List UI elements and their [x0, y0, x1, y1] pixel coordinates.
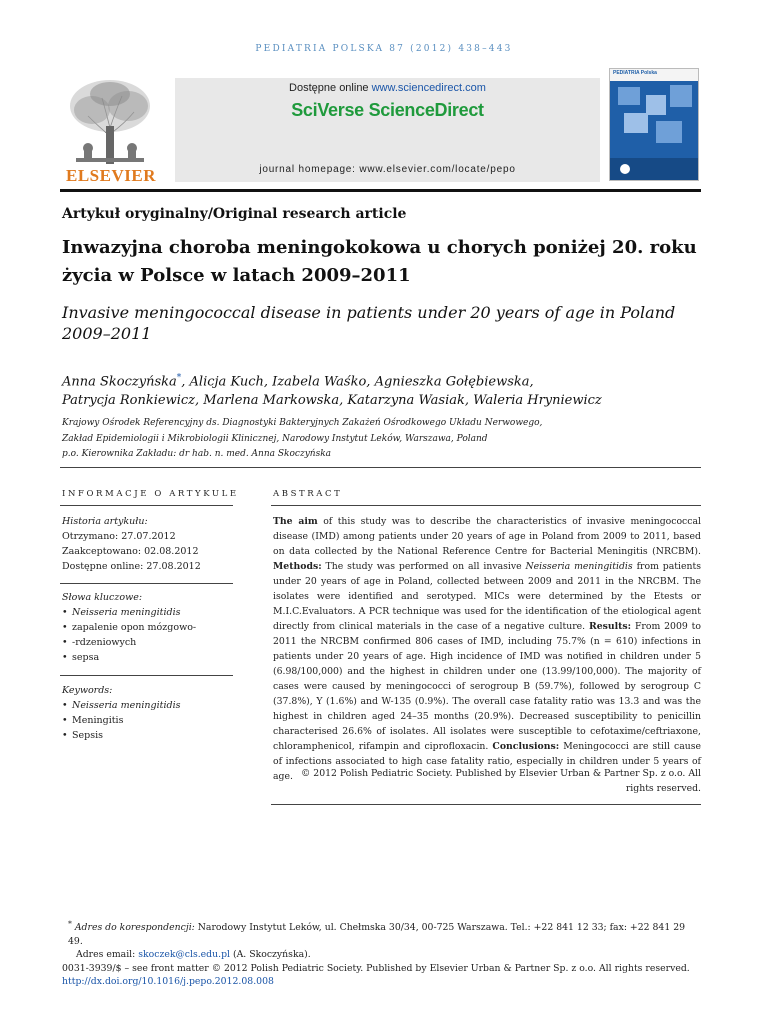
- author-list: [62, 369, 702, 410]
- keyword-item: • Meningitis: [62, 713, 252, 728]
- keyword-item: • Neisseria meningitidis: [62, 605, 252, 620]
- first-author: Anna Skoczyńska: [62, 374, 177, 390]
- journal-cover-image: [609, 68, 699, 181]
- affiliation: [62, 416, 702, 463]
- affiliation-line: p.o. Kierownika Zakładu: dr hab. n. med. Anna Skoczyńska: [62, 449, 332, 459]
- divider: [60, 583, 233, 584]
- article-info-heading: INFORMACJE O ARTYKULE: [62, 489, 239, 499]
- keywords-polish: [62, 590, 252, 665]
- email-suffix: (A. Skoczyńska).: [230, 949, 311, 961]
- history-label: Historia artykułu:: [62, 516, 148, 527]
- running-head: PEDIATRIA POLSKA 87 (2012) 438–443: [255, 44, 513, 54]
- keywords-pl-label: Słowa kluczowe:: [62, 592, 143, 603]
- aim-label: The aim: [273, 516, 318, 527]
- corresponding-author-mark[interactable]: *: [176, 373, 182, 383]
- affiliation-line: Krajowy Ośrodek Referencyjny ds. Diagnostyki Bakteryjnych Zakażeń Ośrodkowego Układu Nerwowego,: [62, 418, 543, 428]
- online-date: Dostępne online: 27.08.2012: [62, 561, 201, 572]
- correspondence-text: Narodowy Instytut Leków, ul. Chełmska 30/34, 00-725 Warszawa. Tel.: +22 841 12 33; fax: +22 841 29 49.: [68, 922, 686, 947]
- keyword-item: • Sepsis: [62, 728, 252, 743]
- results-text: From 2009 to 2011 the NRCBM confirmed 806 cases of IMD, including 75.7% (n = 610) infections in patients under 20 years of age. High incidence of IMD was notified in children under 5 (6.98/100,000) and the highest in children under one (13.99/100,000). The majority of cases were caused by meningococci of serogroup B (59.7%), followed by serogroup C (37.8%), Y (1.6%) and W-135 (0.9%). The overall case fatality ratio was 13.3 and was the highest in children aged 24–35 months (20.9%). Decreased susceptibility to penicillin characterised 26.6% of isolates. All isolates were susceptible to cefotaxime/ceftriaxone, chloramphenicol, rifampin and ciprofloxacin.: [273, 621, 701, 752]
- keywords-en-label: Keywords:: [62, 685, 113, 696]
- received-date: Otrzymano: 27.07.2012: [62, 531, 176, 542]
- divider: [271, 505, 701, 506]
- methods-text: The study was performed on all invasive: [321, 561, 526, 572]
- doi-link[interactable]: http://dx.doi.org/10.1016/j.pepo.2012.08.008: [62, 976, 274, 988]
- keywords-english: [62, 683, 252, 743]
- email-label: Adres email:: [76, 949, 139, 961]
- footnote-mark: *: [68, 919, 72, 928]
- keyword-item: • zapalenie opon mózgowo-: [62, 620, 252, 635]
- divider: [60, 505, 233, 506]
- cover-title: PEDIATRIA Polska: [613, 70, 657, 76]
- header-rule: [60, 189, 701, 192]
- divider: [60, 675, 233, 676]
- affiliation-line: Zakład Epidemiologii i Mikrobiologii Klinicznej, Narodowy Instytut Leków, Warszawa, Poland: [62, 433, 488, 444]
- elsevier-wordmark: ELSEVIER: [66, 166, 156, 185]
- authors-line-2: Patrycja Ronkiewicz, Marlena Markowska, Katarzyna Wasiak, Waleria Hryniewicz: [62, 393, 602, 409]
- keyword-item: • sepsa: [62, 650, 252, 665]
- correspondence-address: [62, 917, 702, 948]
- correspondence-note: [62, 917, 702, 989]
- available-online-label: Dostępne online: [289, 82, 372, 94]
- article-type: Artykuł oryginalny/Original research article: [62, 206, 407, 222]
- methods-text: from patients under 20 years of age in Poland, collected between 2009 and 2011 in the NRCBM. The isolates were identified and serotyped. MICs were determined by the Etests or M.I.C.Evaluators. A PCR technique was used for the identification of the etiological agent directly from clinical materials in the case of a negative culture.: [273, 561, 701, 632]
- correspondence-email: [62, 948, 702, 962]
- aim-text: of this study was to describe the characteristics of invasive meningococcal disease (IMD) among patients under 20 years of age in Poland from 2009 to 2011, based on data collected by the National Reference Centre for Bacterial Meningitis (NRCBM).: [273, 516, 701, 557]
- authors-line-1: , Alicja Kuch, Izabela Waśko, Agnieszka Gołębiewska,: [181, 374, 534, 390]
- article-history: [62, 514, 252, 574]
- species-name: Neisseria meningitidis: [525, 561, 633, 572]
- abstract-body: [273, 514, 701, 784]
- keyword-item-continued: • -rdzeniowych: [62, 635, 252, 650]
- abstract-copyright: © 2012 Polish Pediatric Society. Published by Elsevier Urban & Partner Sp. z o.o. All rights reserved.: [301, 768, 701, 794]
- methods-label: Methods:: [273, 561, 322, 572]
- correspondence-label: Adres do korespondencji:: [74, 922, 195, 934]
- conclusions-text: Meningococci are still cause of infections associated to high case fatality ratio, especially in children under 5 years of age.: [273, 741, 701, 782]
- conclusions-label: Conclusions:: [492, 741, 560, 752]
- journal-homepage[interactable]: journal homepage: www.elsevier.com/locate/pepo: [259, 164, 516, 175]
- results-label: Results:: [588, 621, 632, 632]
- sciencedirect-link[interactable]: www.sciencedirect.com: [371, 82, 486, 94]
- available-online: [175, 82, 600, 94]
- sciencedirect-brand: SciVerse ScienceDirect: [291, 100, 484, 120]
- divider: [271, 804, 701, 805]
- divider: [60, 467, 701, 468]
- keyword-item: • Neisseria meningitidis: [62, 698, 252, 713]
- abstract-heading: ABSTRACT: [273, 489, 343, 499]
- article-title-english: Invasive meningococcal disease in patients under 20 years of age in Poland 2009–2011: [62, 303, 676, 343]
- issn-line: 0031-3939/$ – see front matter © 2012 Polish Pediatric Society. Published by Elsevier Urban & Partner Sp. z o.o. All rights reserved.: [62, 962, 690, 974]
- email-link[interactable]: skoczek@cls.edu.pl: [138, 949, 231, 961]
- article-title-polish: Inwazyjna choroba meningokokowa u chorych poniżej 20. roku życia w Polsce w latach 2009–2011: [62, 237, 697, 286]
- accepted-date: Zaakceptowano: 02.08.2012: [62, 546, 199, 557]
